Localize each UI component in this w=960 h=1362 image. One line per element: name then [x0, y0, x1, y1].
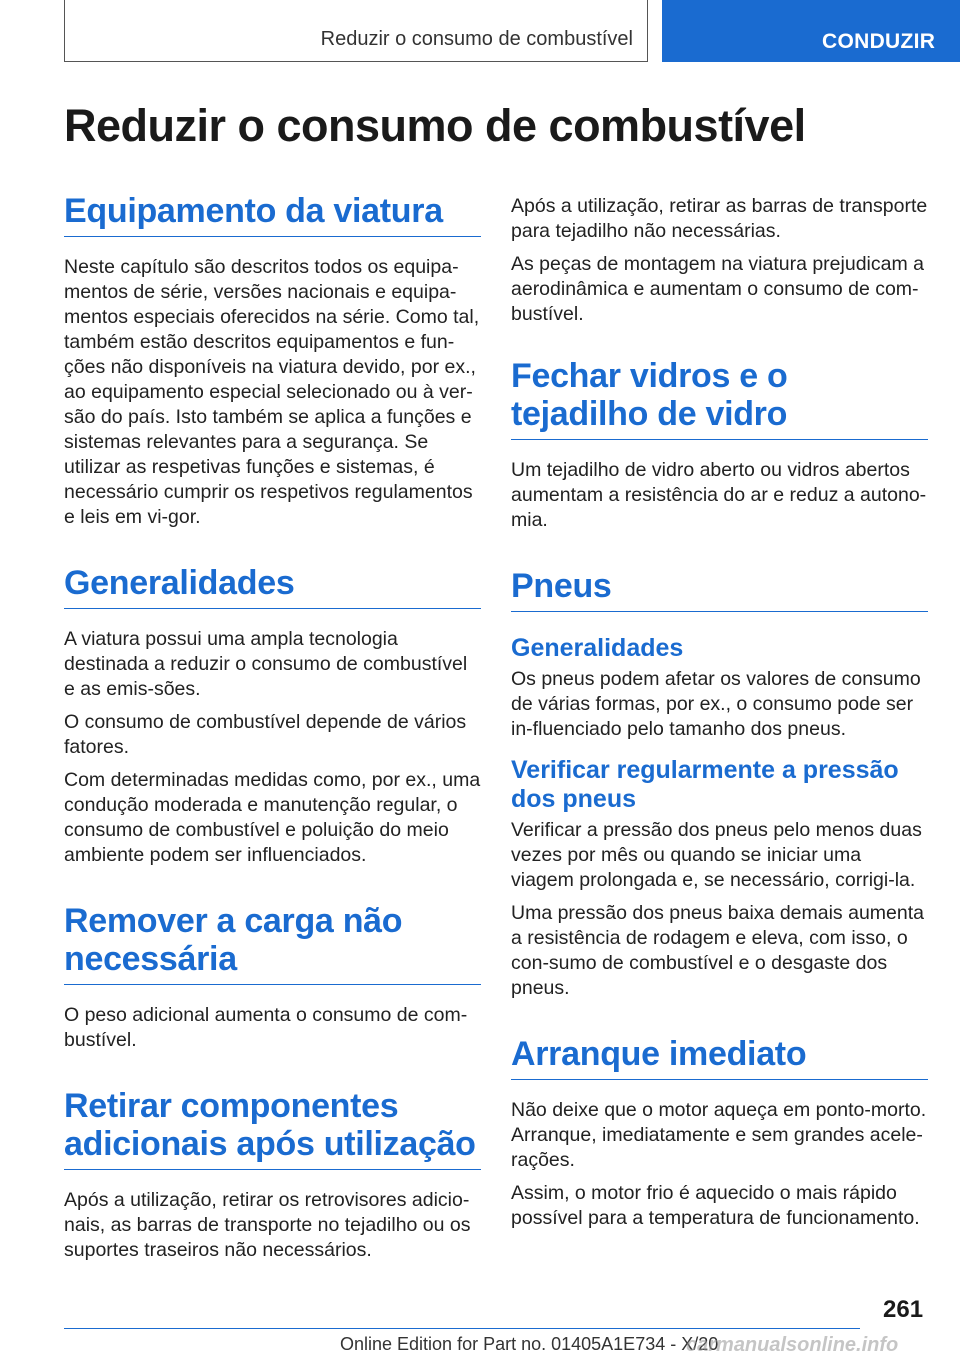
paragraph-verificar-pressao-1: Verificar a pressão dos pneus pelo menos duas vezes por mês ou quando se iniciar uma viagem prolongada e, se necessário, corrigi-la. [511, 819, 922, 891]
paragraph-equipamento: Neste capítulo são descritos todos os equipa-mentos de série, versões nacionais e equipa-mentos especiais oferecidos na série. Como tal, também estão descritos equipamentos e fun-ções não disponíveis na viatura devido, por ex., ao equipamento especial selecionado ou à ver-são do país. Isto também se aplica a funções e sistemas relevantes para a segurança. Se utilizar as respetivas funções e sistemas, é necessário cumprir os respetivos regulamentos e leis em vi-gor. [64, 256, 480, 528]
header-chapter-label: CONDUZIR [822, 30, 936, 53]
footer-divider [64, 1328, 860, 1329]
paragraph-arranque-1: Não deixe que o motor aqueça em ponto-morto. Arranque, imediatamente e sem grandes acele-rações. [511, 1099, 927, 1171]
subheading-verificar-pressao: Verificar regularmente a pressão dos pneus [511, 756, 899, 813]
header-chapter-tab[interactable] [662, 0, 960, 62]
paragraph-fechar-vidros: Um tejadilho de vidro aberto ou vidros abertos aumentam a resistência do ar e reduz a autono-mia. [511, 459, 927, 531]
paragraph-retirar-componentes: Após a utilização, retirar os retrovisores adicio-nais, as barras de transporte no tejadilho ou os suportes traseiros não necessários. [64, 1189, 471, 1261]
page-title: Reduzir o consumo de combustível [64, 100, 806, 151]
paragraph-pneus-generalidades: Os pneus podem afetar os valores de consumo de várias formas, por ex., o consumo pode ser in-fluenciado pelo tamanho dos pneus. [511, 668, 921, 740]
watermark: carmanualsonline.info [686, 1334, 899, 1356]
paragraph-generalidades-3: Com determinadas medidas como, por ex., uma condução moderada e manutenção regular, o consumo de combustível e poluição do meio ambiente podem ser influenciados. [64, 769, 481, 866]
header-section-title: Reduzir o consumo de combustível [320, 28, 633, 50]
paragraph-remover-carga: O peso adicional aumenta o consumo de com-bustível. [64, 1004, 468, 1051]
left-column [64, 190, 481, 1263]
paragraph-arranque-2: Assim, o motor frio é aquecido o mais rápido possível para a temperatura de funcionamento. [511, 1182, 920, 1229]
paragraph-generalidades-2: O consumo de combustível depende de vários fatores. [64, 711, 467, 758]
heading-equipamento: Equipamento da viatura [64, 192, 481, 237]
heading-retirar-componentes: Retirar componentes adicionais após utilização [64, 1087, 481, 1170]
footer-edition-text: Online Edition for Part no. 01405A1E734 - X/20 [340, 1334, 719, 1354]
page-number: 261 [883, 1296, 924, 1323]
subheading-pneus-generalidades: Generalidades [511, 634, 684, 662]
heading-generalidades: Generalidades [64, 564, 481, 609]
paragraph-verificar-pressao-2: Uma pressão dos pneus baixa demais aumenta a resistência de rodagem e eleva, com isso, o con-sumo de combustível e o desgaste dos pneus. [511, 902, 924, 999]
right-column [511, 190, 928, 1231]
header-section-box [64, 0, 648, 62]
paragraph-continuation-1: Após a utilização, retirar as barras de transporte para tejadilho não necessárias. [511, 195, 928, 242]
heading-remover-carga: Remover a carga não necessária [64, 902, 481, 985]
heading-fechar-vidros: Fechar vidros e o tejadilho de vidro [511, 357, 928, 440]
paragraph-generalidades-1: A viatura possui uma ampla tecnologia destinada a reduzir o consumo de combustível e as emis-sões. [64, 628, 468, 700]
heading-pneus: Pneus [511, 567, 928, 612]
paragraph-continuation-2: As peças de montagem na viatura prejudicam a aerodinâmica e aumentam o consumo de com-bustível. [511, 253, 924, 325]
heading-arranque-imediato: Arranque imediato [511, 1035, 928, 1080]
